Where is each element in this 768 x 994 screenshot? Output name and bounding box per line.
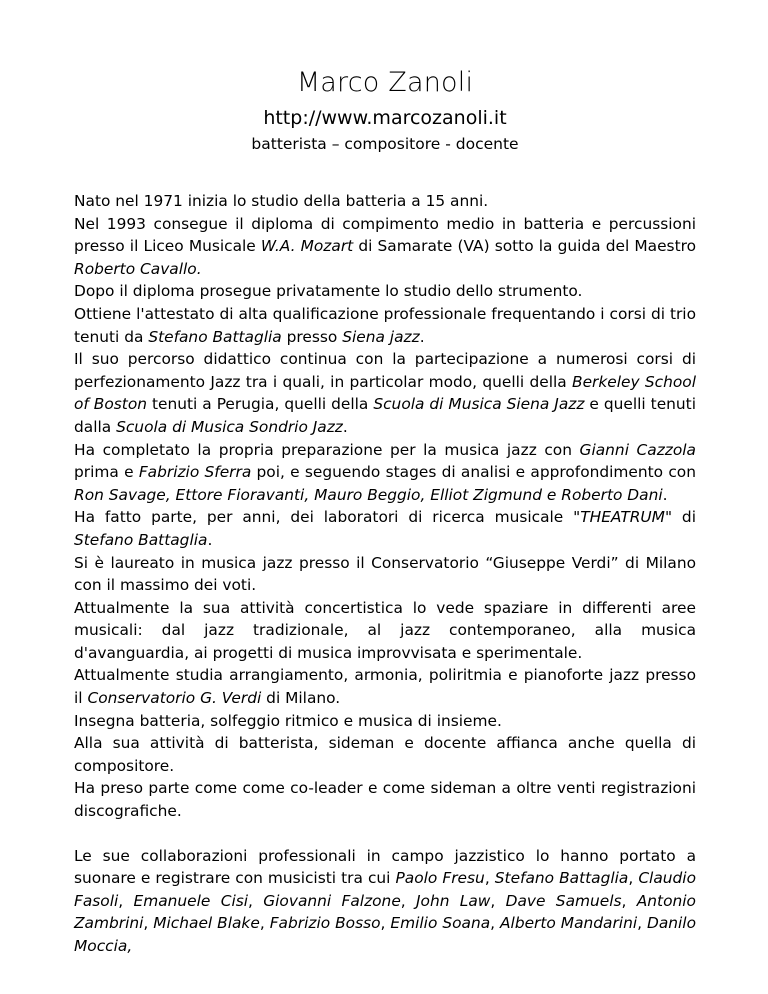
italic-name: Scuola di Musica Sondrio Jazz (116, 417, 343, 436)
text-run: , (484, 869, 495, 888)
italic-name: Giovanni Falzone (263, 891, 401, 910)
bio-sentence (74, 710, 696, 733)
italic-name: Claudio Fasoli (74, 869, 696, 910)
text-run: Ha fatto parte, per anni, dei laboratori di ricerca musicale (74, 508, 574, 527)
text-run: . (419, 327, 425, 346)
text-run: , (118, 891, 134, 910)
text-run: prima e (74, 463, 139, 482)
bio-sentence (74, 439, 696, 507)
text-run: , (490, 891, 506, 910)
text-run: Attualmente studia arrangiamento, armonia, poliritmia e pianoforte jazz presso il (74, 666, 696, 708)
page-title: Marco Zanoli (296, 67, 474, 98)
italic-name: Dave Samuels (505, 891, 622, 910)
text-run: Insegna batteria, solfeggio ritmico e musica di insieme. (74, 711, 502, 730)
bio-sentence (74, 506, 696, 551)
italic-name: Stefano Battaglia (148, 327, 282, 346)
text-run: Ha completato la propria preparazione per la musica jazz con (74, 440, 580, 459)
italic-name: Antonio Zambrini (74, 891, 696, 933)
italic-name: Fabrizio Sferra (138, 463, 252, 482)
italic-name: Scuola di Musica Siena Jazz (373, 395, 585, 414)
text-run: e quelli tenuti dalla (74, 395, 696, 436)
text-run: Dopo il diploma prosegue privatamente lo studio dello strumento. (74, 282, 583, 301)
text-run: , (400, 891, 417, 910)
italic-name: Berkeley School of Boston (74, 372, 697, 414)
bio-sentence (74, 280, 696, 303)
text-run: , (380, 914, 391, 933)
italic-name: Danilo Moccia, (74, 914, 696, 955)
bio-paragraph (74, 845, 696, 958)
italic-name: Emanuele Cisi (133, 891, 249, 910)
text-run: Le sue collaborazioni professionali in campo jazzistico lo hanno portato a suonare e registrare con musicisti tra cui (74, 846, 696, 888)
text-run: , (628, 869, 639, 888)
text-run: Il suo percorso didattico continua con la partecipazione a numerosi corsi di perfezionamento Jazz tra i quali, in particolar modo, quelli della (74, 350, 696, 391)
bio-sentence (74, 190, 696, 213)
text-run: . (662, 485, 668, 504)
italic-name: Paolo Fresu (395, 869, 485, 888)
bio-sentence (74, 732, 696, 777)
text-run: , (248, 891, 264, 910)
text-run: di Milano. (261, 689, 341, 708)
bio-sentence (74, 664, 696, 709)
italic-name: Stefano Battaglia (494, 869, 629, 888)
bio-sentence (74, 845, 696, 958)
text-run: presso (281, 327, 343, 346)
italic-name: "THEATRUM" (573, 508, 673, 527)
italic-name: Roberto Cavallo. (74, 259, 202, 278)
italic-name: Michael Blake (153, 914, 260, 933)
text-run: Si è laureato in musica jazz presso il Conservatorio “Giuseppe Verdi” di Milano con il massimo dei voti. (74, 553, 696, 595)
bio-sentence (74, 777, 696, 822)
text-run: , (621, 891, 637, 910)
text-run: Nel 1993 consegue il diploma di compimento medio in batteria e percussioni presso il Liceo Musicale (74, 214, 696, 256)
italic-name: Alberto Mandarini (500, 914, 638, 933)
text-run: Ottiene l'attestato di alta qualificazione professionale frequentando i corsi di trio tenuti da (74, 304, 696, 346)
bio-sentence (74, 552, 696, 597)
italic-name: Fabrizio Bosso (269, 914, 381, 933)
italic-name: Siena jazz (342, 327, 420, 346)
text-run: Nato nel 1971 inizia lo studio della batteria a 15 anni. (74, 192, 489, 210)
italic-name: W.A. Mozart (260, 237, 354, 256)
bio-sentence (74, 213, 696, 281)
italic-name: Emilio Soana (390, 914, 491, 933)
bio-sentence (74, 303, 696, 348)
text-run: di Samarate (VA) sotto la guida del Maestro (353, 237, 697, 256)
website-link[interactable]: http://www.marcozanoli.it (263, 107, 507, 129)
italic-name: Stefano Battaglia (74, 530, 208, 549)
bio-sentence (74, 597, 696, 665)
biography (74, 190, 696, 958)
text-run: , (490, 914, 501, 933)
text-run: Ha preso parte come come co-leader e come sideman a oltre venti registrazioni discografiche. (74, 779, 696, 821)
text-run: di (672, 508, 696, 527)
text-run: , (259, 914, 270, 933)
text-run: poi, e seguendo stages di analisi e approfondimento con (251, 463, 696, 482)
italic-name: Ron Savage, Ettore Fioravanti, Mauro Beggio, Elliot Zigmund e Roberto Dani (74, 485, 663, 504)
italic-name: Gianni Cazzola (579, 440, 696, 459)
italic-name: John Law (416, 891, 491, 910)
bio-sentence (74, 348, 696, 438)
text-run: . (207, 530, 213, 549)
text-run: , (637, 914, 647, 933)
text-run: Alla sua attività di batterista, sideman e docente affianca anche quella di compositore. (74, 734, 696, 775)
text-run: Attualmente la sua attività concertistica lo vede spaziare in differenti aree musicali: dal jazz tradizionale, al jazz contemporaneo, alla musica d'avanguardia, ai progetti di musica improvvisata e sperimentale. (74, 598, 696, 662)
text-run: . (342, 417, 348, 436)
text-run: , (143, 914, 154, 933)
text-run: tenuti a Perugia, quelli della (147, 395, 374, 414)
roles-subtitle: batterista – compositore - docente (251, 135, 519, 153)
italic-name: Conservatorio G. Verdi (87, 689, 262, 708)
bio-paragraph (74, 190, 696, 823)
